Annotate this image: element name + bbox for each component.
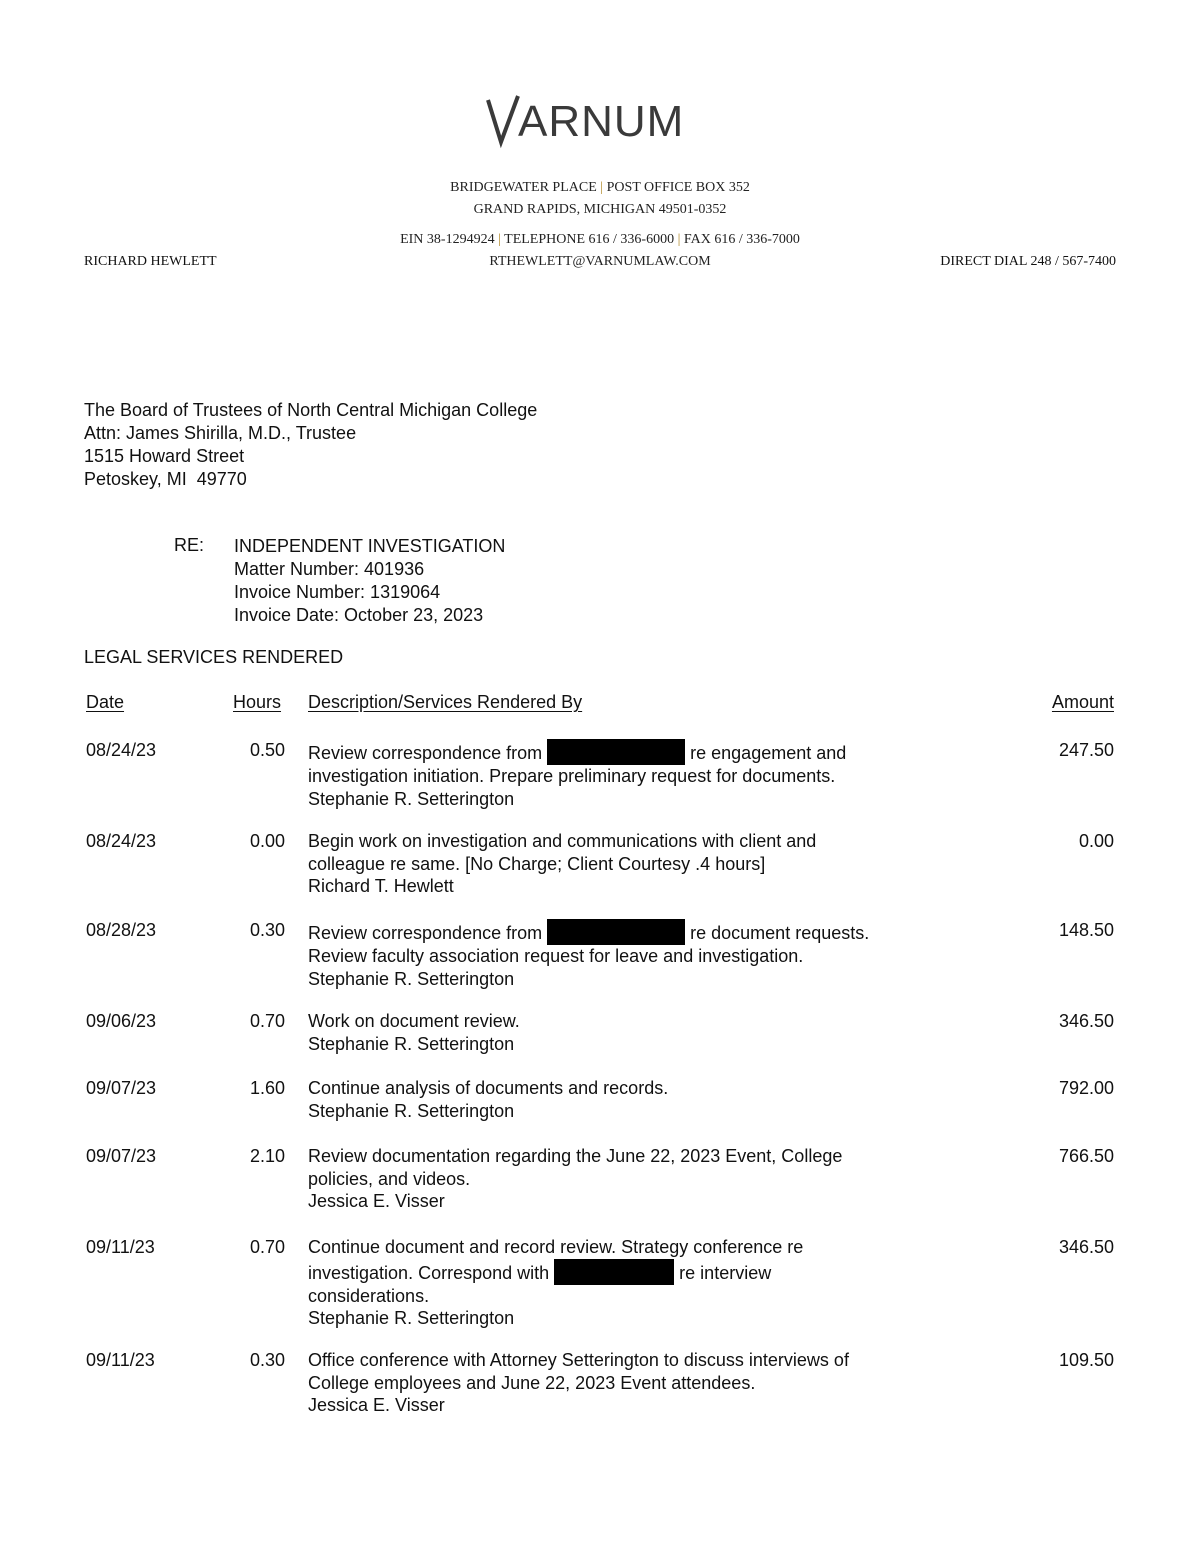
re-block bbox=[234, 535, 505, 627]
row-date: 09/07/23 bbox=[86, 1146, 157, 1166]
varnum-logo-mark bbox=[485, 92, 715, 150]
row-amount: 346.50 bbox=[1058, 1237, 1114, 1257]
service-provider: Jessica E. Visser bbox=[308, 1395, 445, 1416]
desc-text: policies, and videos. bbox=[308, 1168, 471, 1189]
row-description bbox=[308, 830, 948, 898]
row-hours: 0.30 bbox=[249, 920, 285, 940]
service-provider: Stephanie R. Setterington bbox=[308, 1100, 515, 1121]
column-header-description: Description/Services Rendered By bbox=[308, 692, 583, 712]
matter-number: Matter Number: 401936 bbox=[234, 559, 425, 579]
row-description bbox=[308, 919, 948, 990]
recipient-address bbox=[84, 399, 537, 491]
recipient-line: Attn: James Shirilla, M.D., Trustee bbox=[84, 423, 357, 443]
row-hours: 0.00 bbox=[249, 831, 285, 851]
desc-text: re engagement and bbox=[690, 743, 847, 763]
row-hours: 2.10 bbox=[249, 1146, 285, 1166]
row-amount: 346.50 bbox=[1058, 1011, 1114, 1031]
separator: | bbox=[677, 232, 681, 247]
service-provider: Richard T. Hewlett bbox=[308, 876, 454, 897]
column-header-hours: Hours bbox=[233, 692, 282, 712]
row-amount: 109.50 bbox=[1058, 1350, 1114, 1370]
row-description bbox=[308, 1236, 948, 1330]
desc-text: considerations. bbox=[308, 1285, 430, 1306]
row-date: 09/11/23 bbox=[86, 1237, 155, 1257]
service-provider: Stephanie R. Setterington bbox=[308, 1308, 515, 1329]
telephone: TELEPHONE 616 / 336-6000 bbox=[504, 232, 675, 247]
re-subject: INDEPENDENT INVESTIGATION bbox=[234, 536, 506, 556]
desc-text: Review correspondence from bbox=[308, 743, 543, 763]
address-line-2: GRAND RAPIDS, MICHIGAN 49501-0352 bbox=[473, 202, 727, 217]
row-date: 09/11/23 bbox=[86, 1350, 155, 1370]
row-amount: 148.50 bbox=[1058, 920, 1114, 940]
row-description bbox=[308, 1349, 948, 1417]
redaction-bar bbox=[547, 739, 685, 765]
service-provider: Stephanie R. Setterington bbox=[308, 788, 515, 809]
column-header-date: Date bbox=[86, 692, 125, 712]
row-hours: 0.50 bbox=[249, 740, 285, 760]
fax: FAX 616 / 336-7000 bbox=[683, 232, 800, 247]
row-date: 08/24/23 bbox=[86, 740, 157, 760]
desc-text: Continue document and record review. Strategy conference re bbox=[308, 1237, 804, 1257]
address-line-1 bbox=[0, 180, 1200, 196]
row-amount: 792.00 bbox=[1058, 1078, 1114, 1098]
row-description bbox=[308, 1077, 948, 1122]
desc-text: Office conference with Attorney Setterington to discuss interviews of bbox=[308, 1350, 849, 1370]
recipient-line: Petoskey, MI 49770 bbox=[84, 469, 247, 489]
desc-text: Begin work on investigation and communications with client and bbox=[308, 831, 817, 851]
row-hours: 0.70 bbox=[249, 1237, 285, 1257]
row-date: 08/24/23 bbox=[86, 831, 157, 851]
address-part-1: BRIDGEWATER PLACE bbox=[450, 180, 597, 195]
desc-text: investigation. Correspond with bbox=[308, 1262, 550, 1283]
row-amount: 0.00 bbox=[1078, 831, 1114, 851]
row-hours: 0.30 bbox=[249, 1350, 285, 1370]
row-description bbox=[308, 1145, 948, 1213]
separator: | bbox=[600, 180, 604, 195]
re-label: RE: bbox=[174, 535, 205, 555]
address-part-2: POST OFFICE BOX 352 bbox=[606, 180, 750, 195]
row-description bbox=[308, 1010, 948, 1055]
row-date: 09/07/23 bbox=[86, 1078, 157, 1098]
row-amount: 766.50 bbox=[1058, 1146, 1114, 1166]
row-description bbox=[308, 739, 948, 810]
desc-text: Review faculty association request for leave and investigation. bbox=[308, 946, 804, 966]
service-provider: Stephanie R. Setterington bbox=[308, 1033, 515, 1054]
varnum-logo bbox=[0, 92, 1200, 150]
desc-text: Review documentation regarding the June 22, 2023 Event, College bbox=[308, 1146, 843, 1166]
desc-text: investigation initiation. Prepare preliminary request for documents. bbox=[308, 766, 836, 786]
row-date: 08/28/23 bbox=[86, 920, 157, 940]
desc-text: Continue analysis of documents and records. bbox=[308, 1078, 669, 1098]
row-amount: 247.50 bbox=[1058, 740, 1114, 760]
desc-text: Work on document review. bbox=[308, 1011, 520, 1031]
column-header-amount: Amount bbox=[1051, 692, 1114, 712]
redaction-bar bbox=[554, 1259, 674, 1285]
section-title: LEGAL SERVICES RENDERED bbox=[84, 647, 344, 667]
row-hours: 0.70 bbox=[249, 1011, 285, 1031]
email: RTHEWLETT@VARNUMLAW.COM bbox=[489, 254, 711, 269]
service-provider: Stephanie R. Setterington bbox=[308, 968, 515, 989]
recipient-line: The Board of Trustees of North Central Michigan College bbox=[84, 400, 538, 420]
invoice-number: Invoice Number: 1319064 bbox=[234, 582, 441, 602]
invoice-date: Invoice Date: October 23, 2023 bbox=[234, 605, 484, 625]
desc-text: re interview bbox=[679, 1262, 772, 1283]
recipient-line: 1515 Howard Street bbox=[84, 446, 245, 466]
redaction-bar bbox=[547, 919, 685, 945]
separator: | bbox=[498, 232, 501, 247]
desc-text: re document requests. bbox=[690, 923, 870, 943]
service-provider: Jessica E. Visser bbox=[308, 1191, 445, 1212]
desc-text: Review correspondence from bbox=[308, 923, 543, 943]
ein: EIN 38-1294924 bbox=[400, 232, 495, 247]
desc-text: College employees and June 22, 2023 Event attendees. bbox=[308, 1372, 756, 1393]
desc-text: colleague re same. [No Charge; Client Courtesy .4 hours] bbox=[308, 853, 766, 874]
direct-dial: DIRECT DIAL 248 / 567-7400 bbox=[940, 254, 1116, 269]
contact-line bbox=[0, 232, 1200, 248]
row-date: 09/06/23 bbox=[86, 1011, 157, 1031]
row-hours: 1.60 bbox=[249, 1078, 285, 1098]
attorney-name: RICHARD HEWLETT bbox=[84, 254, 217, 269]
svg-text:ARNUM: ARNUM bbox=[518, 97, 685, 146]
